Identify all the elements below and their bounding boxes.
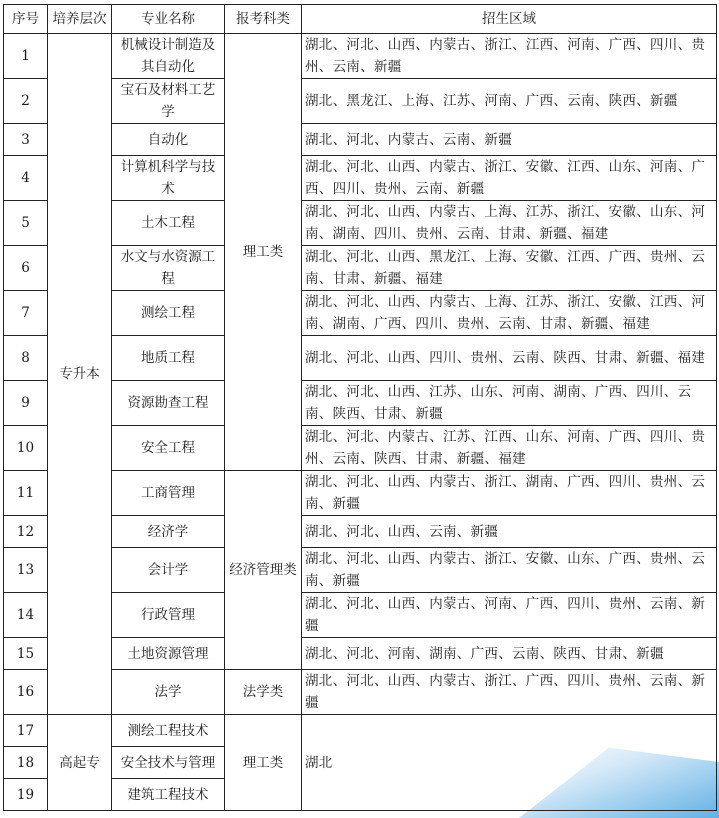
major-cell: 工商管理 <box>112 471 225 516</box>
major-cell: 安全工程 <box>112 426 225 471</box>
header-row <box>4 5 717 34</box>
region-cell: 湖北、河北、山西、内蒙古、上海、江苏、浙江、安徽、山东、河南、湖南、四川、贵州、云南、甘肃、新疆、福建 <box>302 201 717 246</box>
region-cell: 湖北、河北、山西、黑龙江、上海、安徽、江西、广西、贵州、云南、甘肃、新疆、福建 <box>302 246 717 291</box>
header-category: 报考科类 <box>225 5 302 34</box>
row-no: 5 <box>4 201 48 246</box>
major-cell: 地质工程 <box>112 336 225 381</box>
region-cell: 湖北、河北、山西、内蒙古、浙江、江西、河南、广西、四川、贵州、云南、新疆 <box>302 34 717 79</box>
row-no: 13 <box>4 548 48 593</box>
category-cell: 法学类 <box>225 670 302 715</box>
row-no: 16 <box>4 670 48 715</box>
major-cell: 经济学 <box>112 516 225 548</box>
region-cell: 湖北、河北、内蒙古、云南、新疆 <box>302 124 717 156</box>
category-cell: 理工类 <box>225 34 302 471</box>
header-no: 序号 <box>4 5 48 34</box>
region-cell: 湖北、河北、河南、湖南、广西、云南、陕西、甘肃、新疆 <box>302 638 717 670</box>
row-no: 11 <box>4 471 48 516</box>
level-cell: 专升本 <box>48 34 112 715</box>
header-major: 专业名称 <box>112 5 225 34</box>
header-level: 培养层次 <box>48 5 112 34</box>
row-no: 1 <box>4 34 48 79</box>
row-no: 17 <box>4 715 48 747</box>
major-cell: 自动化 <box>112 124 225 156</box>
row-no: 18 <box>4 747 48 779</box>
row-no: 12 <box>4 516 48 548</box>
row-no: 8 <box>4 336 48 381</box>
category-cell: 经济管理类 <box>225 471 302 670</box>
major-cell: 会计学 <box>112 548 225 593</box>
major-cell: 土木工程 <box>112 201 225 246</box>
major-cell: 测绘工程技术 <box>112 715 225 747</box>
table-row <box>4 715 717 747</box>
row-no: 2 <box>4 79 48 124</box>
region-cell: 湖北、河北、山西、云南、新疆 <box>302 516 717 548</box>
major-cell: 法学 <box>112 670 225 715</box>
row-no: 14 <box>4 593 48 638</box>
row-no: 19 <box>4 779 48 811</box>
row-no: 9 <box>4 381 48 426</box>
region-cell: 湖北、河北、山西、内蒙古、浙江、湖南、广西、四川、贵州、云南、新疆 <box>302 471 717 516</box>
major-cell: 资源勘查工程 <box>112 381 225 426</box>
region-cell: 湖北、河北、山西、内蒙古、河南、广西、四川、贵州、云南、新疆 <box>302 593 717 638</box>
region-cell: 湖北、河北、山西、四川、贵州、云南、陕西、甘肃、新疆、福建 <box>302 336 717 381</box>
row-no: 15 <box>4 638 48 670</box>
major-cell: 机械设计制造及其自动化 <box>112 34 225 79</box>
region-cell: 湖北 <box>302 715 717 811</box>
region-cell: 湖北、黑龙江、上海、江苏、河南、广西、云南、陕西、新疆 <box>302 79 717 124</box>
major-cell: 建筑工程技术 <box>112 779 225 811</box>
row-no: 10 <box>4 426 48 471</box>
major-cell: 测绘工程 <box>112 291 225 336</box>
major-cell: 水文与水资源工程 <box>112 246 225 291</box>
region-cell: 湖北、河北、山西、内蒙古、浙江、广西、四川、贵州、云南、新疆 <box>302 670 717 715</box>
major-cell: 行政管理 <box>112 593 225 638</box>
region-cell: 湖北、河北、山西、内蒙古、浙江、安徽、江西、山东、河南、广西、四川、贵州、云南、新疆 <box>302 156 717 201</box>
row-no: 3 <box>4 124 48 156</box>
category-cell: 理工类 <box>225 715 302 811</box>
row-no: 6 <box>4 246 48 291</box>
header-region: 招生区域 <box>302 5 717 34</box>
region-cell: 湖北、河北、山西、内蒙古、上海、江苏、浙江、安徽、江西、河南、湖南、广西、四川、贵州、云南、甘肃、新疆、福建 <box>302 291 717 336</box>
major-cell: 土地资源管理 <box>112 638 225 670</box>
region-cell: 湖北、河北、山西、江苏、山东、河南、湖南、广西、四川、云南、陕西、甘肃、新疆 <box>302 381 717 426</box>
region-cell: 湖北、河北、内蒙古、江苏、江西、山东、河南、广西、四川、贵州、云南、陕西、甘肃、新疆、福建 <box>302 426 717 471</box>
row-no: 7 <box>4 291 48 336</box>
major-cell: 安全技术与管理 <box>112 747 225 779</box>
region-cell: 湖北、河北、山西、内蒙古、浙江、安徽、山东、广西、贵州、云南、新疆 <box>302 548 717 593</box>
table-row <box>4 34 717 79</box>
major-cell: 计算机科学与技术 <box>112 156 225 201</box>
major-cell: 宝石及材料工艺学 <box>112 79 225 124</box>
admissions-table <box>3 4 717 811</box>
level-cell: 高起专 <box>48 715 112 811</box>
row-no: 4 <box>4 156 48 201</box>
